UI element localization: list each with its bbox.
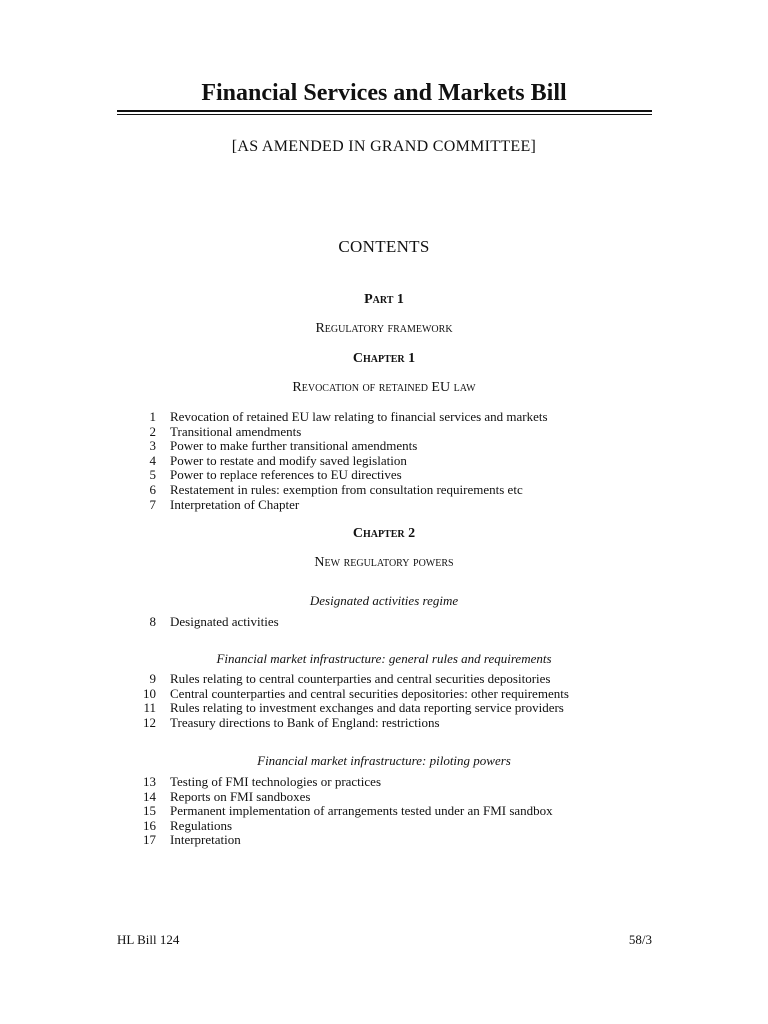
clause-title: Permanent implementation of arrangements tested under an FMI sandbox <box>170 803 553 819</box>
clause-number: 13 <box>143 774 156 789</box>
clause-number: 12 <box>143 714 156 730</box>
section-heading: Financial market infrastructure: piloting powers <box>257 753 511 768</box>
clause-title: Regulations <box>170 817 233 833</box>
section-clause-list <box>130 672 670 730</box>
clause-number: 9 <box>149 671 156 686</box>
clause-title: Treasury directions to Bank of England: restrictions <box>170 714 440 730</box>
section-clause-list <box>130 615 670 630</box>
clause-item[interactable] <box>130 439 670 454</box>
amendment-status: [AS AMENDED IN GRAND COMMITTEE] <box>231 138 537 155</box>
clause-title: Restatement in rules: exemption from consultation requirements etc <box>170 481 523 497</box>
clause-item[interactable] <box>130 804 670 819</box>
clause-title: Rules relating to central counterparties and central securities depositories <box>170 671 551 686</box>
title-rule-thin <box>117 114 652 115</box>
clause-title: Transitional amendments <box>170 423 302 439</box>
title-rule <box>117 110 652 112</box>
clause-number: 1 <box>149 409 156 424</box>
clause-item[interactable] <box>130 701 670 716</box>
clause-number: 17 <box>143 832 156 848</box>
chapter-2-title: New regulatory powers <box>314 555 454 570</box>
clause-item[interactable] <box>130 454 670 469</box>
page-reference: 58/3 <box>628 932 652 947</box>
section-heading: Financial market infrastructure: general rules and requirements <box>216 651 552 666</box>
chapter-2-label: Chapter 2 <box>352 526 416 541</box>
clause-title: Testing of FMI technologies or practices <box>170 774 382 789</box>
clause-item[interactable] <box>130 615 670 630</box>
clause-title: Interpretation of Chapter <box>170 496 300 512</box>
clause-number: 6 <box>149 481 156 497</box>
clause-item[interactable] <box>130 687 670 702</box>
clause-item[interactable] <box>130 498 670 513</box>
contents-heading: CONTENTS <box>338 237 430 256</box>
clause-title: Power to replace references to EU directives <box>170 467 402 483</box>
section-clause-list <box>130 775 670 848</box>
clause-number: 11 <box>143 700 156 716</box>
clause-number: 10 <box>143 685 156 701</box>
clause-title: Reports on FMI sandboxes <box>170 788 311 804</box>
clause-title: Rules relating to investment exchanges and data reporting service providers <box>170 700 564 716</box>
clause-title: Central counterparties and central securities depositories: other requirements <box>170 685 569 701</box>
clause-title: Designated activities <box>170 614 279 629</box>
clause-item[interactable] <box>130 483 670 498</box>
clause-number: 7 <box>149 496 156 512</box>
clause-number: 14 <box>143 788 156 804</box>
clause-title: Interpretation <box>170 832 241 848</box>
part-label: Part 1 <box>364 292 404 307</box>
clause-title: Power to make further transitional amendments <box>170 438 418 454</box>
section-heading: Designated activities regime <box>309 593 459 608</box>
clause-item[interactable] <box>130 775 670 790</box>
clause-title: Revocation of retained EU law relating to financial services and markets <box>170 409 548 424</box>
clause-number: 4 <box>149 452 156 468</box>
clause-item[interactable] <box>130 819 670 834</box>
chapter-1-clause-list <box>130 410 670 512</box>
clause-item[interactable] <box>130 425 670 440</box>
clause-item[interactable] <box>130 833 670 848</box>
chapter-1-label: Chapter 1 <box>352 351 416 366</box>
clause-item[interactable] <box>130 716 670 731</box>
clause-item[interactable] <box>130 468 670 483</box>
clause-number: 5 <box>149 467 156 483</box>
clause-item[interactable] <box>130 672 670 687</box>
part-title: Regulatory framework <box>315 321 453 336</box>
bill-reference: HL Bill 124 <box>117 932 180 947</box>
chapter-1-title: Revocation of retained EU law <box>292 380 476 395</box>
clause-title: Power to restate and modify saved legislation <box>170 452 407 468</box>
clause-number: 16 <box>143 817 156 833</box>
clause-number: 15 <box>143 803 156 819</box>
clause-item[interactable] <box>130 410 670 425</box>
page-title: Financial Services and Markets Bill <box>201 80 567 106</box>
clause-number: 2 <box>149 423 156 439</box>
clause-number: 8 <box>149 614 156 629</box>
clause-number: 3 <box>149 438 156 454</box>
clause-item[interactable] <box>130 790 670 805</box>
